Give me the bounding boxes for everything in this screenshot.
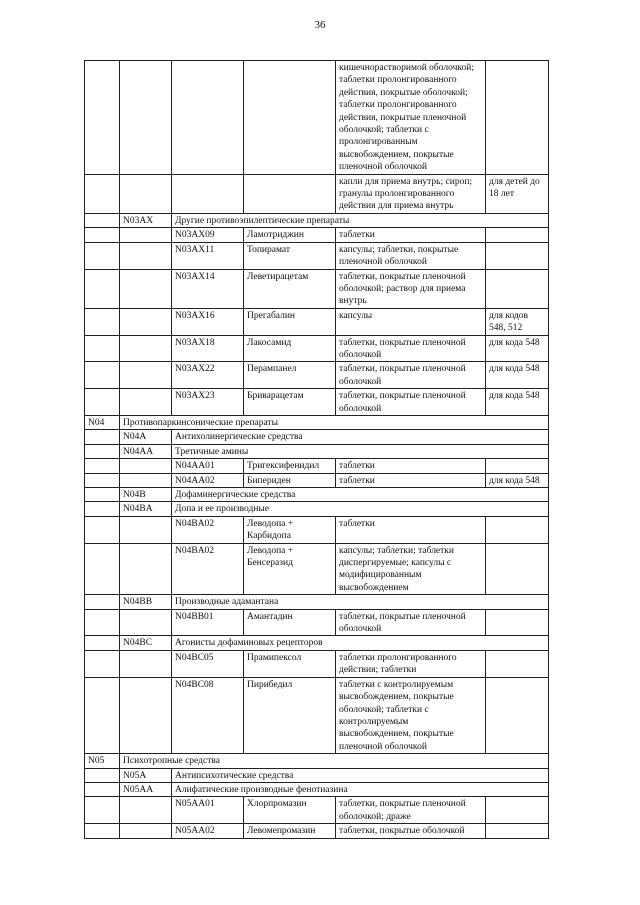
note-cell	[486, 269, 549, 308]
empty-cell	[85, 459, 120, 473]
empty-cell	[85, 609, 120, 636]
table-row	[85, 269, 549, 308]
empty-cell	[85, 269, 120, 308]
atc-code-cell: N03AX11	[172, 242, 244, 269]
atc-code-cell: N04AA02	[172, 473, 244, 487]
drug-name-cell: Хлорпромазин	[244, 797, 336, 824]
table-row	[85, 488, 549, 502]
drug-name-cell: Левомепромазин	[244, 824, 336, 838]
note-cell: для кода 548	[486, 335, 549, 362]
atc-code-cell: N04BB01	[172, 609, 244, 636]
empty-cell	[85, 516, 120, 543]
atc-code-cell: N05AA01	[172, 797, 244, 824]
empty-cell	[85, 473, 120, 487]
table-row	[85, 174, 549, 213]
table-row	[85, 459, 549, 473]
atc-code-cell: N04BA02	[172, 516, 244, 543]
subgroup-name-cell: Третичные амины	[172, 444, 549, 458]
subgroup-code-cell: N05A	[120, 768, 172, 782]
empty-cell	[172, 174, 244, 213]
table-row	[85, 650, 549, 677]
subgroup-code-cell: N04A	[120, 430, 172, 444]
empty-cell	[120, 609, 172, 636]
group-name-cell: Противопаркинсонические препараты	[120, 415, 549, 429]
subgroup-name-cell: Допа и ее производные	[172, 502, 549, 516]
note-cell	[486, 516, 549, 543]
atc-code-cell: N04BA02	[172, 543, 244, 595]
drug-name-cell: Леводопа + Бенсеразид	[244, 543, 336, 595]
table-row	[85, 768, 549, 782]
subgroup-name-cell: Алифатические производные фенотиазина	[172, 782, 549, 796]
empty-cell	[85, 782, 120, 796]
empty-cell	[120, 824, 172, 838]
note-cell	[486, 61, 549, 175]
dosage-form-cell: таблетки	[336, 459, 486, 473]
table-row	[85, 824, 549, 838]
drug-name-cell: Прамипексол	[244, 650, 336, 677]
empty-cell	[120, 61, 172, 175]
empty-cell	[85, 636, 120, 650]
empty-cell	[120, 242, 172, 269]
subgroup-name-cell: Дофаминергические средства	[172, 488, 549, 502]
empty-cell	[120, 516, 172, 543]
table-row	[85, 797, 549, 824]
dosage-form-cell: таблетки	[336, 228, 486, 242]
atc-code-cell: N04AA01	[172, 459, 244, 473]
empty-cell	[85, 444, 120, 458]
table-row	[85, 609, 549, 636]
dosage-form-cell: таблетки	[336, 473, 486, 487]
note-cell: для кода 548	[486, 473, 549, 487]
dosage-form-cell: таблетки, покрытые пленочной оболочкой	[336, 362, 486, 389]
empty-cell	[120, 543, 172, 595]
atc-code-cell: N03AX23	[172, 389, 244, 416]
atc-code-cell: N05AA02	[172, 824, 244, 838]
empty-cell	[120, 174, 172, 213]
empty-cell	[85, 335, 120, 362]
subgroup-code-cell: N04B	[120, 488, 172, 502]
drug-name-cell: Пирибедил	[244, 677, 336, 753]
drug-name-cell: Тригексифенидил	[244, 459, 336, 473]
empty-cell	[120, 335, 172, 362]
subgroup-name-cell: Антипсихотические средства	[172, 768, 549, 782]
dosage-form-cell: капсулы	[336, 308, 486, 335]
empty-cell	[85, 824, 120, 838]
empty-cell	[120, 308, 172, 335]
empty-cell	[120, 459, 172, 473]
table-row	[85, 516, 549, 543]
atc-code-cell: N04BC08	[172, 677, 244, 753]
subgroup-code-cell: N04BA	[120, 502, 172, 516]
dosage-form-cell: таблетки	[336, 516, 486, 543]
dosage-form-cell: таблетки, покрытые пленочной оболочкой	[336, 389, 486, 416]
drug-name-cell: Леводопа + Карбидопа	[244, 516, 336, 543]
drug-name-cell: Бипериден	[244, 473, 336, 487]
empty-cell	[120, 650, 172, 677]
dosage-form-cell: таблетки, покрытые пленочной оболочкой	[336, 609, 486, 636]
atc-code-cell: N03AX18	[172, 335, 244, 362]
group-code-cell: N05	[85, 754, 120, 768]
atc-code-cell: N03AX16	[172, 308, 244, 335]
note-cell	[486, 609, 549, 636]
group-name-cell: Психотропные средства	[120, 754, 549, 768]
empty-cell	[120, 269, 172, 308]
drug-name-cell: Бриварацетам	[244, 389, 336, 416]
dosage-form-cell: таблетки, покрытые оболочкой	[336, 824, 486, 838]
note-cell	[486, 228, 549, 242]
atc-code-cell: N03AX09	[172, 228, 244, 242]
subgroup-name-cell: Производные адамантана	[172, 595, 549, 609]
table-row	[85, 415, 549, 429]
subgroup-name-cell: Другие противоэпилептические препараты	[172, 213, 549, 227]
subgroup-code-cell: N04BB	[120, 595, 172, 609]
table-row	[85, 430, 549, 444]
drug-list-table	[84, 60, 549, 839]
dosage-form-cell: таблетки, покрытые пленочной оболочкой; драже	[336, 797, 486, 824]
note-cell	[486, 543, 549, 595]
table-row	[85, 473, 549, 487]
empty-cell	[120, 362, 172, 389]
drug-list-body	[85, 61, 549, 839]
table-row	[85, 636, 549, 650]
empty-cell	[85, 389, 120, 416]
empty-cell	[85, 242, 120, 269]
empty-cell	[120, 473, 172, 487]
note-cell: для детей до 18 лет	[486, 174, 549, 213]
table-row	[85, 242, 549, 269]
drug-name-cell: Прегабалин	[244, 308, 336, 335]
note-cell	[486, 242, 549, 269]
empty-cell	[85, 488, 120, 502]
subgroup-name-cell: Антихолинергические средства	[172, 430, 549, 444]
atc-code-cell: N03AX14	[172, 269, 244, 308]
empty-cell	[120, 389, 172, 416]
empty-cell	[85, 768, 120, 782]
empty-cell	[85, 650, 120, 677]
table-row	[85, 362, 549, 389]
subgroup-code-cell: N04AA	[120, 444, 172, 458]
group-code-cell: N04	[85, 415, 120, 429]
empty-cell	[85, 677, 120, 753]
table-row	[85, 595, 549, 609]
table-row	[85, 782, 549, 796]
note-cell	[486, 677, 549, 753]
empty-cell	[172, 61, 244, 175]
note-cell: для кода 548	[486, 362, 549, 389]
empty-cell	[85, 502, 120, 516]
subgroup-code-cell: N04BC	[120, 636, 172, 650]
empty-cell	[85, 797, 120, 824]
empty-cell	[85, 430, 120, 444]
drug-name-cell: Топирамат	[244, 242, 336, 269]
subgroup-code-cell: N03AX	[120, 213, 172, 227]
empty-cell	[85, 595, 120, 609]
empty-cell	[120, 677, 172, 753]
dosage-form-cell: таблетки, покрытые пленочной оболочкой; раствор для приема внутрь	[336, 269, 486, 308]
drug-name-cell: Ламотриджин	[244, 228, 336, 242]
page-number: 36	[314, 19, 326, 31]
drug-name-cell: Леветирацетам	[244, 269, 336, 308]
note-cell: для кода 548	[486, 389, 549, 416]
table-row	[85, 308, 549, 335]
table-row	[85, 389, 549, 416]
table-row	[85, 61, 549, 175]
note-cell	[486, 797, 549, 824]
atc-code-cell: N03AX22	[172, 362, 244, 389]
empty-cell	[85, 362, 120, 389]
note-cell	[486, 824, 549, 838]
subgroup-code-cell: N05AA	[120, 782, 172, 796]
table-row	[85, 335, 549, 362]
table-row	[85, 228, 549, 242]
table-row	[85, 543, 549, 595]
note-cell	[486, 459, 549, 473]
dosage-form-cell: таблетки, покрытые пленочной оболочкой	[336, 335, 486, 362]
table-row	[85, 677, 549, 753]
dosage-form-cell: капсулы; таблетки; таблетки диспергируемые; капсулы с модифицированным высвобождением	[336, 543, 486, 595]
empty-cell	[120, 228, 172, 242]
dosage-form-cell: капли для приема внутрь; сироп; гранулы пролонгированного действия для приема внутрь	[336, 174, 486, 213]
note-cell: для кодов 548, 512	[486, 308, 549, 335]
empty-cell	[85, 213, 120, 227]
empty-cell	[85, 308, 120, 335]
table-row	[85, 444, 549, 458]
atc-code-cell: N04BC05	[172, 650, 244, 677]
empty-cell	[85, 543, 120, 595]
empty-cell	[85, 61, 120, 175]
note-cell	[486, 650, 549, 677]
dosage-form-cell: кишечнорастворимой оболочкой; таблетки пролонгированного действия, покрытые оболочкой; таблетки пролонгированного действия, покрытые пленочной оболочкой; таблетки с пролонгированным высвобождением, покрытые пленочной оболочкой	[336, 61, 486, 175]
empty-cell	[120, 797, 172, 824]
dosage-form-cell: таблетки пролонгированного действия; таблетки	[336, 650, 486, 677]
empty-cell	[244, 174, 336, 213]
table-row	[85, 502, 549, 516]
drug-name-cell: Лакосамид	[244, 335, 336, 362]
dosage-form-cell: таблетки с контролируемым высвобождением, покрытые оболочкой; таблетки с контролируемым высвобождением, покрытые пленочной оболочкой	[336, 677, 486, 753]
empty-cell	[85, 228, 120, 242]
drug-name-cell: Перампанел	[244, 362, 336, 389]
empty-cell	[244, 61, 336, 175]
table-row	[85, 213, 549, 227]
drug-name-cell: Амантадин	[244, 609, 336, 636]
dosage-form-cell: капсулы; таблетки, покрытые пленочной оболочкой	[336, 242, 486, 269]
empty-cell	[85, 174, 120, 213]
table-row	[85, 754, 549, 768]
subgroup-name-cell: Агонисты дофаминовых рецепторов	[172, 636, 549, 650]
